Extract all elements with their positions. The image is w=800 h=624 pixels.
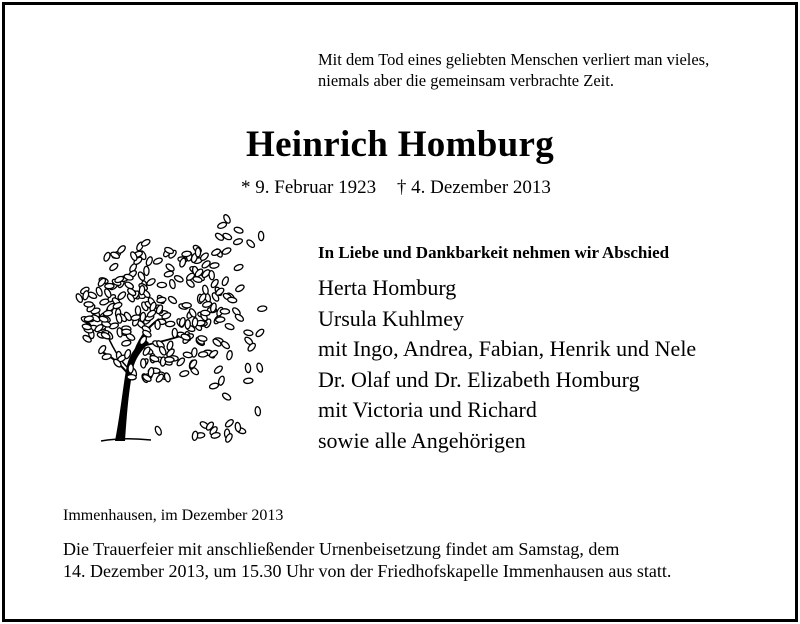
leaf [179,370,189,378]
leaf [165,357,174,363]
mourner-list [318,273,696,457]
leaf [218,376,226,386]
leaf [157,282,166,287]
leaf [103,310,113,317]
leaf [182,302,191,308]
leaf [221,276,230,287]
mourner-line: Herta Homburg [318,275,457,300]
leaf [234,313,244,323]
leaf [198,351,208,357]
leaf [99,298,109,306]
leaf [192,431,198,441]
funeral-service-info [63,538,671,582]
leaf [201,310,211,316]
leaf [217,221,227,229]
leaf [102,353,112,360]
leaf [192,318,198,328]
mourner-line: sowie alle Angehörigen [318,427,526,453]
leaf [188,359,198,370]
leaf [109,262,119,272]
leaf [103,252,111,263]
leaf [243,329,253,336]
leaf [209,270,215,280]
farewell-heading: In Liebe und Dankbarkeit nehmen wir Abschied [318,243,670,262]
leaf [121,340,131,347]
leaf [233,263,243,271]
leaf [165,321,175,327]
motto-line: Mit dem Tod eines geliebten Menschen verliert man vieles, [318,50,710,69]
leaf [163,372,171,382]
leaf [245,363,251,373]
leaf [233,238,243,246]
leaf [128,364,134,373]
leaf [135,306,141,315]
leaf [227,297,237,304]
leaf [213,365,223,375]
leaf [221,392,231,402]
leaf [164,270,174,277]
leaf [255,406,261,416]
leaf [220,309,229,315]
leaf [246,239,256,249]
leaf [172,328,178,337]
leaf [243,378,253,384]
leaf-cluster [75,214,267,444]
birth-date: * 9. Februar 1923 [241,177,377,198]
windblown-tree-icon [63,205,273,450]
mourner-line: Dr. Olaf und Dr. Elizabeth Homburg [318,366,640,392]
leaf [148,367,155,377]
leaf [224,323,234,331]
leaf [215,317,225,323]
death-date: † 4. Dezember 2013 [396,177,551,198]
leaf [155,320,160,329]
deceased-name: Heinrich Homburg [246,124,554,165]
leaf [167,295,177,305]
leaf [158,346,167,357]
leaf [141,359,147,368]
leaf [255,328,265,338]
place-and-date: Immenhausen, im Dezember 2013 [63,507,284,524]
leaf [257,305,267,312]
leaf [258,231,264,240]
leaf [122,329,131,334]
leaf [233,226,243,234]
leaf [209,262,219,269]
motto-quote [318,49,709,91]
leaf [140,238,151,247]
leaf [174,274,185,283]
leaf [224,418,234,428]
leaf [182,251,192,257]
leaf [127,374,137,380]
motto-line: niemals aber die gemeinsam verbrachte Zeit. [318,71,614,90]
leaf [195,248,200,257]
leaf [226,350,233,360]
leaf [155,373,165,383]
leaf [185,320,191,329]
mourner-line: mit Victoria und Richard [318,397,537,423]
mourner-line: mit Ingo, Andrea, Fabian, Henrik und Nele [318,336,697,362]
leaf [116,244,126,254]
leaf [139,285,145,295]
service-line: 14. Dezember 2013, um 15.30 Uhr von der Friedhofskapelle Immenhausen aus statt. [63,561,672,581]
leaf [256,362,264,372]
leaf [220,340,230,350]
leaf [153,257,163,265]
service-line: Die Trauerfeier mit anschließender Urnenbeisetzung findet am Samstag, dem [63,539,620,559]
leaf [117,291,127,301]
mourner-line: Ursula Kuhlmey [318,305,465,331]
leaf [146,277,157,286]
leaf [235,284,246,293]
leaf [84,302,93,307]
obituary-notice [2,2,798,622]
leaf [209,382,219,390]
leaf [235,422,241,432]
leaf [144,266,149,275]
leaf [169,279,176,289]
leaf [154,425,162,436]
life-dates [241,177,567,199]
